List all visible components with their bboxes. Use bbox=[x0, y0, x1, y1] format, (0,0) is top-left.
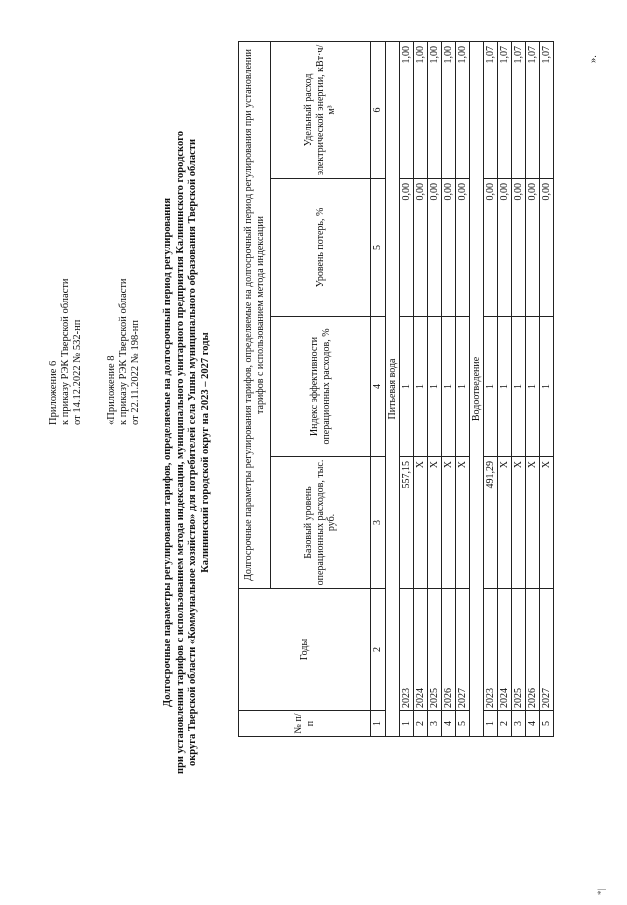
efficiency-index-cell: 1 bbox=[498, 317, 512, 457]
table-row bbox=[540, 41, 554, 736]
title-line1: Долгосрочные параметры регулирования тарифов, определяемые на долгосрочный период регулирования bbox=[162, 197, 173, 708]
base-level-cell: Х bbox=[456, 457, 470, 589]
efficiency-index-cell: 1 bbox=[400, 317, 414, 457]
attachment-line3: от 14.12.2022 № 532-нп bbox=[72, 319, 83, 425]
energy-consumption-cell: 1,07 bbox=[512, 41, 526, 178]
column-index-row bbox=[371, 41, 386, 736]
section-row bbox=[470, 41, 484, 736]
base-level-cell: Х bbox=[414, 457, 428, 589]
row-number-cell: 2 bbox=[498, 711, 512, 737]
year-cell: 2026 bbox=[526, 589, 540, 711]
energy-consumption-cell: 1,07 bbox=[498, 41, 512, 178]
energy-consumption-cell: 1,07 bbox=[540, 41, 554, 178]
loss-level-cell: 0,00 bbox=[512, 179, 526, 317]
year-cell: 2027 bbox=[540, 589, 554, 711]
attachment-line2: к приказу РЭК Тверской области bbox=[60, 278, 71, 425]
loss-level-cell: 0,00 bbox=[428, 179, 442, 317]
column-header-group: Долгосрочные параметры регулирования тарифов, определяемые на долгосрочный период регулирования при установлении тарифов с использованием метода индексации bbox=[239, 41, 271, 588]
efficiency-index-cell: 1 bbox=[442, 317, 456, 457]
row-number-cell: 1 bbox=[484, 711, 498, 737]
energy-consumption-cell: 1,00 bbox=[456, 41, 470, 178]
row-number-cell: 2 bbox=[414, 711, 428, 737]
row-number-cell: 4 bbox=[442, 711, 456, 737]
table-row bbox=[512, 41, 526, 736]
document-title bbox=[162, 0, 212, 905]
title-line3: округа Тверской области «Коммунальное хозяйство» для потребителей села Ушны муниципального образования Тверской области bbox=[187, 138, 198, 767]
table-row bbox=[400, 41, 414, 736]
year-cell: 2023 bbox=[484, 589, 498, 711]
year-cell: 2024 bbox=[498, 589, 512, 711]
base-level-cell: Х bbox=[428, 457, 442, 589]
table-row bbox=[428, 41, 442, 736]
attachment-line1: Приложение 6 bbox=[48, 360, 59, 425]
year-cell: 2023 bbox=[400, 589, 414, 711]
loss-level-cell: 0,00 bbox=[526, 179, 540, 317]
loss-level-cell: 0,00 bbox=[456, 179, 470, 317]
index-cell: 4 bbox=[371, 317, 386, 457]
loss-level-cell: 0,00 bbox=[400, 179, 414, 317]
section-title: Водоотведение bbox=[470, 41, 484, 736]
loss-level-cell: 0,00 bbox=[414, 179, 428, 317]
previous-attachment-line1: «Приложение 8 bbox=[106, 355, 117, 425]
efficiency-index-cell: 1 bbox=[526, 317, 540, 457]
row-number-cell: 5 bbox=[540, 711, 554, 737]
loss-level-cell: 0,00 bbox=[484, 179, 498, 317]
column-header-base-level: Базовый уровень операционных расходов, тыс. руб. bbox=[271, 457, 371, 589]
energy-consumption-cell: 1,00 bbox=[442, 41, 456, 178]
loss-level-cell: 0,00 bbox=[498, 179, 512, 317]
row-number-cell: 4 bbox=[526, 711, 540, 737]
previous-attachment-header bbox=[106, 278, 142, 425]
previous-attachment-line3: от 22.11.2022 № 198-нп bbox=[130, 320, 141, 425]
column-header-year: Годы bbox=[239, 589, 371, 711]
base-level-cell: Х bbox=[442, 457, 456, 589]
index-cell: 2 bbox=[371, 589, 386, 711]
base-level-cell: 491,29 bbox=[484, 457, 498, 589]
year-cell: 2025 bbox=[428, 589, 442, 711]
title-line2: при установлении тарифов с использованием метода индексации, муниципального унитарного предприятия Калининского городского bbox=[174, 131, 186, 774]
column-header-number: № п/п bbox=[239, 711, 371, 737]
efficiency-index-cell: 1 bbox=[512, 317, 526, 457]
energy-consumption-cell: 1,00 bbox=[428, 41, 442, 178]
row-number-cell: 3 bbox=[428, 711, 442, 737]
index-cell: 1 bbox=[371, 711, 386, 737]
energy-consumption-cell: 1,07 bbox=[526, 41, 540, 178]
efficiency-index-cell: 1 bbox=[540, 317, 554, 457]
parameters-table bbox=[238, 41, 554, 737]
scan-corner-mark: *| bbox=[596, 888, 606, 895]
energy-consumption-cell: 1,07 bbox=[484, 41, 498, 178]
row-number-cell: 1 bbox=[400, 711, 414, 737]
table-row bbox=[526, 41, 540, 736]
efficiency-index-cell: 1 bbox=[484, 317, 498, 457]
closing-quote: ». bbox=[588, 55, 599, 63]
year-cell: 2026 bbox=[442, 589, 456, 711]
table-body bbox=[239, 41, 554, 736]
header-row-group bbox=[239, 41, 271, 736]
energy-consumption-cell: 1,00 bbox=[400, 41, 414, 178]
base-level-cell: Х bbox=[540, 457, 554, 589]
column-header-loss-level: Уровень потерь, % bbox=[271, 179, 371, 317]
efficiency-index-cell: 1 bbox=[414, 317, 428, 457]
previous-attachment-line2: к приказу РЭК Тверской области bbox=[118, 278, 129, 425]
attachment-header bbox=[48, 278, 84, 425]
year-cell: 2025 bbox=[512, 589, 526, 711]
efficiency-index-cell: 1 bbox=[428, 317, 442, 457]
efficiency-index-cell: 1 bbox=[456, 317, 470, 457]
index-cell: 5 bbox=[371, 179, 386, 317]
table-row bbox=[442, 41, 456, 736]
title-line4: Калининский городской округ на 2023 – 2027 годы bbox=[199, 332, 211, 573]
index-cell: 6 bbox=[371, 41, 386, 178]
loss-level-cell: 0,00 bbox=[540, 179, 554, 317]
year-cell: 2027 bbox=[456, 589, 470, 711]
year-cell: 2024 bbox=[414, 589, 428, 711]
table-row bbox=[456, 41, 470, 736]
index-cell: 3 bbox=[371, 457, 386, 589]
energy-consumption-cell: 1,00 bbox=[414, 41, 428, 178]
section-row bbox=[386, 41, 400, 736]
section-title: Питьевая вода bbox=[386, 41, 400, 736]
column-header-energy-consumption: Удельный расход электрической энергии, кВт·ч/м³ bbox=[271, 41, 371, 178]
row-number-cell: 3 bbox=[512, 711, 526, 737]
table-row bbox=[484, 41, 498, 736]
table-row bbox=[414, 41, 428, 736]
base-level-cell: Х bbox=[512, 457, 526, 589]
base-level-cell: Х bbox=[498, 457, 512, 589]
row-number-cell: 5 bbox=[456, 711, 470, 737]
column-header-efficiency-index: Индекс эффективности операционных расходов, % bbox=[271, 317, 371, 457]
loss-level-cell: 0,00 bbox=[442, 179, 456, 317]
base-level-cell: Х bbox=[526, 457, 540, 589]
table-row bbox=[498, 41, 512, 736]
base-level-cell: 557,15 bbox=[400, 457, 414, 589]
